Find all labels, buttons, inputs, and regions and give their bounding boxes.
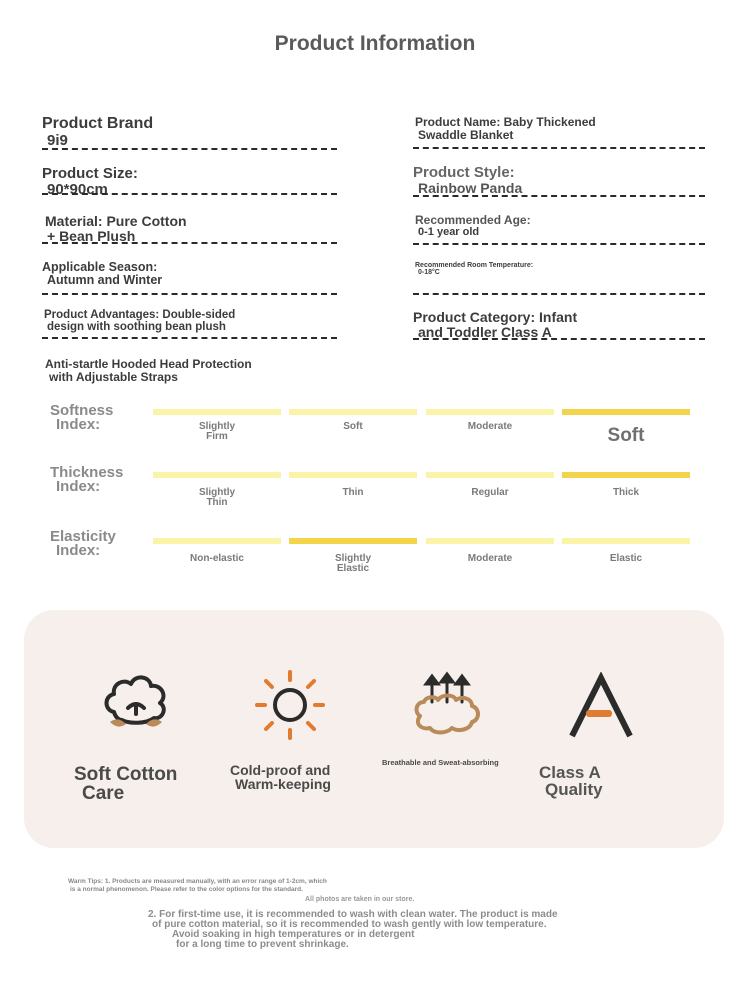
feature-warm-label [230, 763, 331, 791]
elasticity-bar-1 [153, 538, 281, 544]
washing-line3: Avoid soaking in high temperatures or in detergent [172, 929, 415, 940]
elasticity-index-label [50, 530, 116, 559]
softness-bar-4 [562, 409, 690, 415]
divider [413, 293, 705, 295]
thickness-bar-4 [562, 472, 690, 478]
sun-icon [253, 668, 327, 742]
age-label: Recommended Age: [415, 213, 531, 227]
category-label: Product Category: Infant [413, 309, 578, 325]
size-value: 90*90cm [47, 180, 108, 198]
category-value: and Toddler Class A [418, 323, 552, 340]
field-material [42, 214, 337, 244]
breathable-icon [410, 670, 484, 740]
brand-label: Product Brand [42, 115, 154, 132]
elasticity-option-1 [153, 554, 281, 564]
photos-note: All photos are taken in our store. [305, 896, 415, 903]
style-label: Product Style: [413, 164, 515, 181]
thickness-label-line1: Thickness [50, 464, 124, 481]
breathable-line1: Breathable and Sweat-absorbing [382, 758, 499, 767]
elasticity-label-line2: Index: [56, 542, 101, 560]
style-value: Rainbow Panda [418, 179, 523, 196]
thickness-label-line2: Index: [56, 478, 101, 496]
material-value: + Bean Plush [47, 227, 136, 244]
feature-class-a-label [539, 764, 603, 798]
feature-warm [253, 668, 403, 742]
field-style [413, 165, 705, 197]
warm-line1: Cold-proof and [230, 762, 331, 778]
soft-cotton-line2: Care [82, 783, 125, 804]
cotton-icon [100, 670, 172, 736]
thickness-option-2 [289, 488, 417, 498]
age-value: 0-1 year old [418, 225, 480, 238]
softness-label-line1: Softness [50, 402, 114, 419]
divider [42, 293, 337, 295]
class-a-line2: Quality [545, 780, 603, 799]
softness-index-label [50, 404, 113, 433]
warm-tips-line1: Warm Tips: 1. Products are measured manually, with an error range of 1-2cm, which [68, 878, 327, 885]
feature-breathable [410, 670, 560, 740]
softness-label-line2: Index: [56, 416, 101, 434]
size-label: Product Size: [42, 165, 138, 182]
room-temp-value: 0-18°C [418, 269, 440, 277]
thickness-option-4-line1: Thick [612, 487, 640, 498]
thickness-option-1-line2: Thin [206, 497, 228, 508]
thickness-option-1 [153, 488, 281, 508]
softness-option-3-line1: Moderate [467, 421, 513, 432]
washing-line2: of pure cotton material, so it is recommended to wash gently with low temperature. [152, 919, 547, 930]
material-label: Material: Pure Cotton [45, 213, 187, 229]
elasticity-option-3 [426, 554, 554, 564]
brand-value: 9i9 [47, 131, 68, 149]
thickness-option-3 [426, 488, 554, 498]
elasticity-option-2-line2: Elastic [336, 563, 370, 574]
class-a-icon [566, 672, 636, 740]
feature-class-a [566, 672, 716, 740]
thickness-bar-2 [289, 472, 417, 478]
softness-option-2 [289, 422, 417, 432]
elasticity-option-2 [289, 554, 417, 574]
divider [42, 242, 337, 244]
divider [42, 337, 337, 339]
elasticity-option-2-line1: Slightly [334, 553, 372, 564]
field-brand [42, 116, 337, 150]
thickness-bar-1 [153, 472, 281, 478]
soft-cotton-line1: Soft Cotton [74, 764, 178, 785]
washing-line1: 2. For first-time use, it is recommended to wash with clean water. The product is made [148, 909, 558, 920]
elasticity-option-3-line1: Moderate [467, 553, 513, 564]
product-name-value: Swaddle Blanket [418, 127, 514, 142]
softness-option-2-line1: Soft [343, 421, 363, 432]
softness-bar-3 [426, 409, 554, 415]
softness-option-4 [562, 426, 690, 445]
feature-soft-cotton [100, 670, 250, 736]
warm-tips-line2: is a normal phenomenon. Please refer to the color options for the standard. [70, 886, 303, 894]
softness-bar-1 [153, 409, 281, 415]
season-label: Applicable Season: [42, 260, 158, 274]
field-age [413, 214, 705, 245]
hooded-line1: Anti-startle Hooded Head Protection [45, 357, 252, 371]
divider [42, 193, 337, 195]
field-room-temp [413, 262, 705, 295]
divider [413, 147, 705, 149]
field-size [42, 165, 337, 198]
divider [42, 148, 337, 150]
thickness-option-4 [562, 488, 690, 498]
feature-breathable-label [382, 759, 499, 767]
elasticity-label-line1: Elasticity [50, 528, 116, 545]
thickness-index-label [50, 466, 123, 495]
elasticity-option-1-line1: Non-elastic [190, 553, 244, 564]
field-advantages [42, 309, 337, 339]
softness-option-1-line2: Firm [206, 431, 228, 442]
thickness-option-3-line1: Regular [471, 487, 509, 498]
divider [413, 243, 705, 245]
softness-option-1 [153, 422, 281, 442]
softness-bar-2 [289, 409, 417, 415]
elasticity-option-4-line1: Elastic [609, 553, 643, 564]
divider [413, 338, 705, 340]
softness-option-4-line1: Soft [607, 425, 645, 446]
divider [413, 195, 705, 197]
page-title: Product Information [274, 32, 476, 55]
softness-option-1-line1: Slightly [198, 421, 236, 432]
season-value: Autumn and Winter [47, 273, 163, 288]
thickness-bar-3 [426, 472, 554, 478]
field-category [413, 310, 705, 340]
hooded-feature [45, 358, 252, 383]
feature-soft-cotton-label [74, 765, 177, 803]
elasticity-bar-3 [426, 538, 554, 544]
warm-tips [68, 878, 327, 894]
field-product-name [413, 116, 705, 149]
hooded-line2: with Adjustable Straps [49, 369, 178, 384]
washing-tips [148, 910, 558, 950]
room-temp-label: Recommended Room Temperature: [415, 262, 534, 269]
advantages-label: Product Advantages: Double-sided [44, 309, 236, 321]
field-season [42, 261, 337, 295]
elasticity-bar-2 [289, 538, 417, 544]
elasticity-bar-4 [562, 538, 690, 544]
thickness-option-1-line1: Slightly [198, 487, 236, 498]
elasticity-option-4 [562, 554, 690, 564]
product-name-label: Product Name: Baby Thickened [415, 115, 596, 129]
advantages-value: design with soothing bean plush [47, 321, 226, 334]
warm-line2: Warm-keeping [235, 776, 331, 792]
softness-option-3 [426, 422, 554, 432]
thickness-option-2-line1: Thin [342, 487, 364, 498]
washing-line4: for a long time to prevent shrinkage. [176, 939, 349, 950]
class-a-line1: Class A [539, 763, 601, 782]
